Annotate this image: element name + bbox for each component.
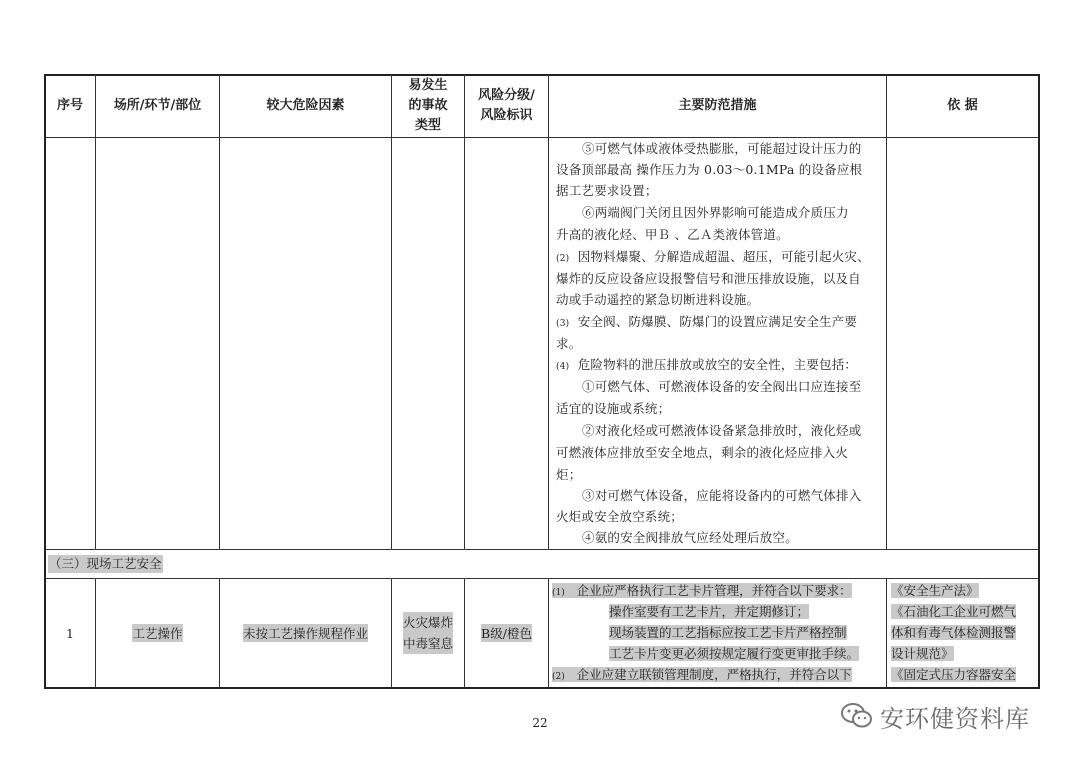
watermark-text: 安环健资料库 <box>880 704 1030 733</box>
measure-line: 设备顶部最高 操作压力为 0.03～0.1MPa 的设备应根 <box>556 162 863 177</box>
row1-risk <box>465 579 548 687</box>
measure-text: 危险物料的泄压排放或放空的安全性，主要包括： <box>577 357 858 372</box>
section-top-border <box>44 549 1040 550</box>
measure-line: 爆炸的反应设备应设报警信号和泄压排放设施，以及自 <box>556 271 861 286</box>
header-risk-level <box>465 76 548 136</box>
wechat-icon <box>840 701 874 731</box>
row1-accident-line-1: 火灾爆炸 <box>403 612 453 633</box>
measure-line: 适宜的设施或系统； <box>556 401 671 416</box>
row1-hazard <box>220 579 391 687</box>
measure-line: ⑤可燃气体或液体受热膨胀，可能超过设计压力的 <box>582 141 862 156</box>
measure-text: 企业应建立联锁管理制度，严格执行，并符合以下 <box>576 667 852 682</box>
section-title: （三）现场工艺安全 <box>49 556 162 571</box>
measure-line: 可燃液体应排放至安全地点，剩余的液化烃应排入火 <box>556 445 849 460</box>
item-marker: (4) <box>556 362 570 372</box>
col-divider-5 <box>548 74 549 550</box>
watermark <box>840 698 1030 734</box>
row1-place <box>96 579 219 687</box>
header-accident-line-3: 类型 <box>414 118 441 133</box>
measure-item-4 <box>556 355 882 378</box>
item-marker: (1) <box>552 588 565 598</box>
measure-line: 求。 <box>556 336 582 351</box>
row1-measure-2 <box>552 665 852 688</box>
row1-measure-line: 现场装置的工艺指标应按工艺卡片严格控制 <box>609 625 847 640</box>
measure-line: 火炬或安全放空系统； <box>556 509 684 524</box>
row1-risk-text: B级/橙色 <box>481 626 532 641</box>
row1-basis-line: 《安全生产法》 <box>891 583 979 598</box>
row1-basis-line: 《石油化工企业可燃气 <box>891 604 1017 619</box>
row1-accident <box>392 579 464 687</box>
header-basis: 依 据 <box>947 98 978 113</box>
col-divider-1 <box>95 74 96 550</box>
col-divider-3 <box>391 74 392 550</box>
measure-line: ②对液化烃或可燃液体设备紧急排放时，液化烃或 <box>582 423 862 438</box>
row1-hazard-text: 未按工艺操作规程作业 <box>242 626 368 641</box>
item-marker: (3) <box>556 319 570 329</box>
header-no: 序号 <box>56 98 83 113</box>
measure-line: 动或手动遥控的紧急切断进料设施。 <box>556 292 760 307</box>
measure-item-3 <box>556 312 882 335</box>
item-marker: (2) <box>552 672 565 682</box>
measure-line: 据工艺要求设置； <box>556 183 658 198</box>
header-risk-line-1: 风险分级/ <box>478 88 535 103</box>
row1-accident-line-2: 中毒窒息 <box>403 633 453 654</box>
header-hazard: 较大危险因素 <box>266 98 345 113</box>
col-divider-6 <box>886 74 887 550</box>
measure-text: 企业应严格执行工艺卡片管理，并符合以下要求： <box>576 583 852 598</box>
measure-item-2 <box>556 247 882 270</box>
header-accident-type <box>392 76 464 136</box>
row1-basis-line: 《固定式压力容器安全 <box>891 667 1017 682</box>
col-divider-4 <box>464 74 465 550</box>
measure-line: ①可燃气体、可燃液体设备的安全阀出口应连接至 <box>582 379 862 394</box>
row1-basis-line: 体和有毒气体检测报警 <box>891 625 1017 640</box>
measure-text: 安全阀、防爆膜、防爆门的设置应满足安全生产要 <box>577 314 858 329</box>
header-measures: 主要防范措施 <box>678 98 757 113</box>
measure-line: 炬； <box>556 467 582 482</box>
header-accident-line-1: 易发生 <box>408 78 448 93</box>
measure-line: ⑥两端阀门关闭且因外界影响可能造成介质压力 <box>582 205 849 220</box>
row1-measure-line: 工艺卡片变更必须按规定履行变更审批手续。 <box>609 646 860 661</box>
row1-place-text: 工艺操作 <box>132 626 183 641</box>
measure-line: 升高的液化烃、甲Ｂ 、乙Ａ类液体管道。 <box>556 227 789 242</box>
header-accident-line-2: 的事故 <box>408 98 448 113</box>
row1-no: 1 <box>66 625 74 641</box>
table-right-border <box>1038 74 1040 689</box>
header-bottom-border <box>44 137 1040 138</box>
measure-text: 因物料爆聚、分解造成超温、超压，可能引起火灾、 <box>577 249 870 264</box>
measure-line: ④氨的安全阀排放气应经处理后放空。 <box>582 530 798 545</box>
item-marker: (2) <box>556 254 570 264</box>
header-place: 场所/环节/部位 <box>113 98 202 113</box>
row1-basis-line: 设计规范》 <box>891 646 954 661</box>
row1-measure-1 <box>552 581 852 604</box>
table-bottom-border <box>44 687 1040 689</box>
header-risk-line-2: 风险标识 <box>480 108 533 123</box>
page-number: 22 <box>532 716 548 730</box>
col-divider-6b <box>886 578 887 688</box>
col-divider-2 <box>219 74 220 550</box>
col-divider-5b <box>548 578 549 688</box>
measure-line: ③对可燃气体设备，应能将设备内的可燃气体排入 <box>582 488 862 503</box>
row1-measure-line: 操作室要有工艺卡片，并定期修订； <box>609 604 810 619</box>
